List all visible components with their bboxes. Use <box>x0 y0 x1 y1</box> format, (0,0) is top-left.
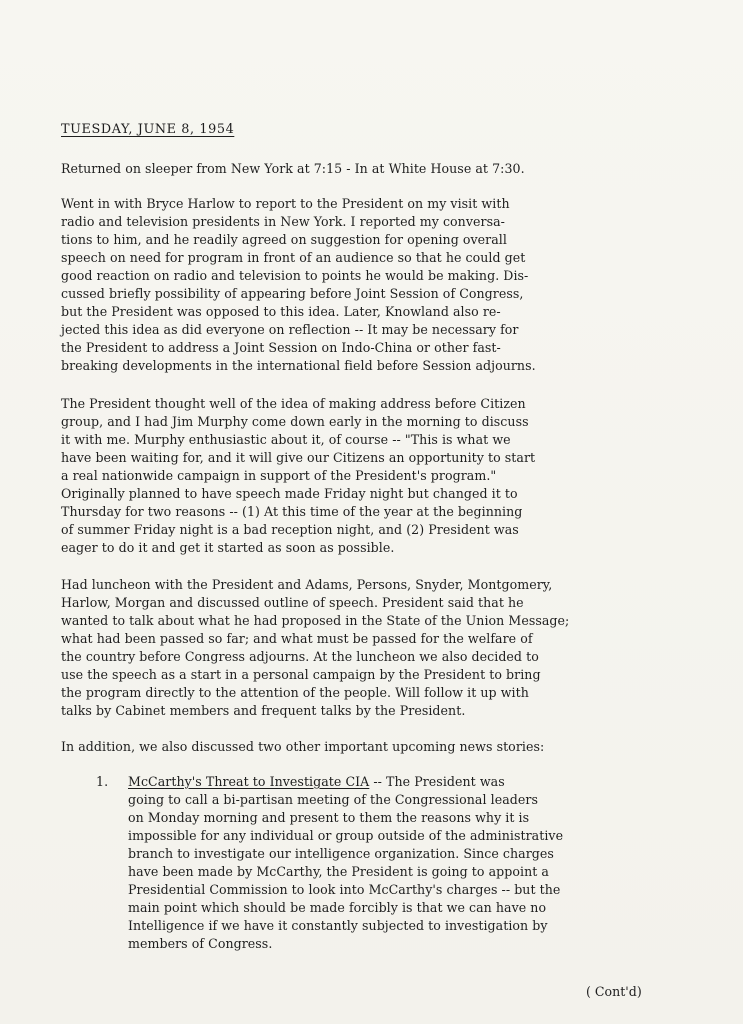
list-item-line: members of Congress. <box>128 936 273 951</box>
list-item-line: have been made by McCarthy, the President is going to appoint a <box>128 864 549 879</box>
paragraph-1-line: Returned on sleeper from New York at 7:15 - In at White House at 7:30. <box>61 161 525 176</box>
paragraph-4-line: what had been passed so far; and what must be passed for the welfare of <box>61 631 533 646</box>
list-item-line: main point which should be made forcibly is that we can have no <box>128 900 547 915</box>
paragraph-3-line: a real nationwide campaign in support of the President's program." <box>61 468 497 483</box>
paragraph-2-line: tions to him, and he readily agreed on suggestion for opening overall <box>61 232 507 247</box>
paragraph-3-line: have been waiting for, and it will give our Citizens an opportunity to start <box>61 450 536 465</box>
paragraph-2-line: good reaction on radio and television to points he would be making. Dis- <box>61 268 529 283</box>
list-item-line: branch to investigate our intelligence organization. Since charges <box>128 846 554 861</box>
paragraph-3-line: it with me. Murphy enthusiastic about it, of course -- "This is what we <box>61 432 511 447</box>
paragraph-3-line: Thursday for two reasons -- (1) At this time of the year at the beginning <box>61 504 523 519</box>
paragraph-3-line: group, and I had Jim Murphy come down early in the morning to discuss <box>61 414 529 429</box>
list-item-line: on Monday morning and present to them the reasons why it is <box>128 810 530 825</box>
paragraph-5-line: In addition, we also discussed two other important upcoming news stories: <box>61 739 545 754</box>
list-item-first-rest: -- The President was <box>369 774 505 789</box>
paragraph-2-line: Went in with Bryce Harlow to report to the President on my visit with <box>61 196 510 211</box>
paragraph-4-line: wanted to talk about what he had proposed in the State of the Union Message; <box>61 613 570 628</box>
paragraph-2-line: speech on need for program in front of an audience so that he could get <box>61 250 526 265</box>
paragraph-2-line: breaking developments in the international field before Session adjourns. <box>61 358 536 373</box>
paragraph-4-line: the program directly to the attention of the people. Will follow it up with <box>61 685 529 700</box>
paragraph-2-line: cussed briefly possibility of appearing before Joint Session of Congress, <box>61 286 524 301</box>
list-item-number: 1. <box>96 774 109 789</box>
list-item-line: Presidential Commission to look into McCarthy's charges -- but the <box>128 882 561 897</box>
paragraph-4-line: Harlow, Morgan and discussed outline of speech. President said that he <box>61 595 524 610</box>
paragraph-2-line: but the President was opposed to this idea. Later, Knowland also re- <box>61 304 501 319</box>
date-heading: TUESDAY, JUNE 8, 1954 <box>61 122 235 137</box>
continued-marker: ( Cont'd) <box>586 984 642 999</box>
paragraph-3-line: Originally planned to have speech made Friday night but changed it to <box>61 486 518 501</box>
paragraph-2-line: radio and television presidents in New York. I reported my conversa- <box>61 214 505 229</box>
paragraph-3-line: eager to do it and get it started as soon as possible. <box>61 540 395 555</box>
paragraph-4-line: the country before Congress adjourns. At the luncheon we also decided to <box>61 649 539 664</box>
list-item-title: McCarthy's Threat to Investigate CIA <box>128 774 370 789</box>
paragraph-2-line: jected this idea as did everyone on reflection -- It may be necessary for <box>61 322 519 337</box>
paragraph-2-line: the President to address a Joint Session on Indo-China or other fast- <box>61 340 501 355</box>
list-item-line: going to call a bi-partisan meeting of the Congressional leaders <box>128 792 538 807</box>
paragraph-3-line: of summer Friday night is a bad reception night, and (2) President was <box>61 522 519 537</box>
list-item-first-line <box>96 773 505 791</box>
paragraph-4-line: talks by Cabinet members and frequent talks by the President. <box>61 703 466 718</box>
paragraph-4-line: use the speech as a start in a personal campaign by the President to bring <box>61 667 541 682</box>
paragraph-3-line: The President thought well of the idea of making address before Citizen <box>61 396 526 411</box>
paragraph-4-line: Had luncheon with the President and Adams, Persons, Snyder, Montgomery, <box>61 577 553 592</box>
list-item-line: Intelligence if we have it constantly subjected to investigation by <box>128 918 548 933</box>
list-item-line: impossible for any individual or group outside of the administrative <box>128 828 564 843</box>
